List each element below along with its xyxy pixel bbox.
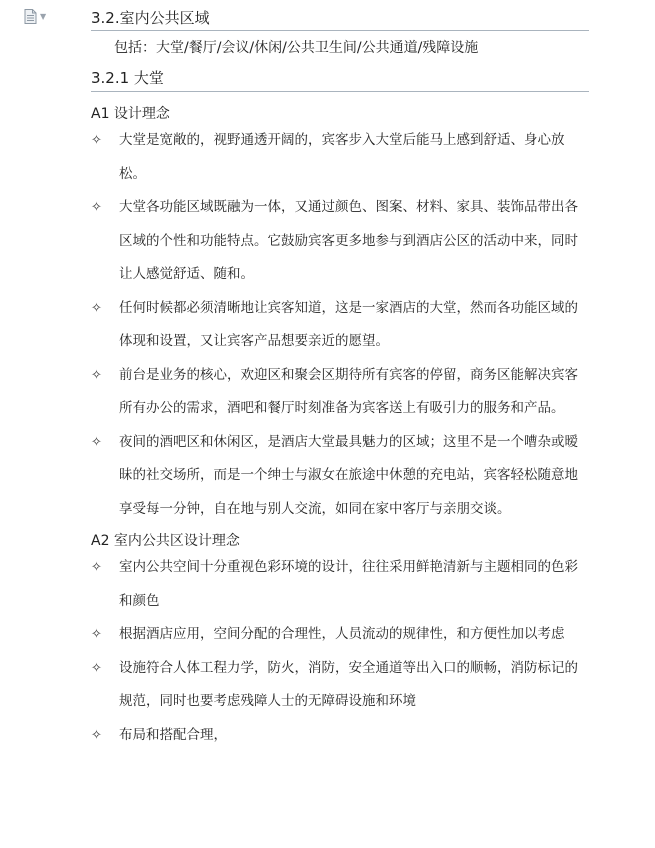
chevron-down-icon: ▼	[40, 11, 47, 21]
bullet-list-a1	[91, 124, 589, 526]
list-item: ✧ 室内公共空间十分重视色彩环境的设计，往往采用鲜艳清新与主题相同的色彩和颜色	[91, 551, 589, 618]
bullet-icon: ✧	[91, 660, 102, 676]
section-label-a2: A2 室内公共区设计理念	[91, 533, 240, 549]
bullet-icon: ✧	[91, 727, 102, 743]
bullet-icon: ✧	[91, 300, 102, 316]
document-body	[91, 0, 589, 752]
document-icon[interactable]	[24, 9, 46, 24]
list-item: ✧ 夜间的酒吧区和休闲区，是酒店大堂最具魅力的区域；这里不是一个嘈杂或暧昧的社交场所，而是一个绅士与淑女在旅途中休憩的充电站，宾客轻松随意地享受每一分钟，自在地与别人交流，如同在家中客厅与亲朋交谈。	[91, 426, 589, 527]
list-item: ✧ 设施符合人体工程力学，防火，消防，安全通道等出入口的顺畅，消防标记的规范，同时也要考虑残障人士的无障碍设施和环境	[91, 652, 589, 719]
list-item: ✧ 任何时候都必须清晰地让宾客知道，这是一家酒店的大堂，然而各功能区域的体现和设置，又让宾客产品想要亲近的愿望。	[91, 292, 589, 359]
heading-3-2: 3.2.室内公共区域	[91, 0, 589, 31]
section-label-a1: A1 设计理念	[91, 106, 170, 122]
list-item: ✧ 根据酒店应用，空间分配的合理性，人员流动的规律性，和方便性加以考虑	[91, 618, 589, 652]
bullet-icon: ✧	[91, 560, 102, 575]
bullet-icon: ✧	[91, 200, 102, 215]
list-item: ✧ 前台是业务的核心，欢迎区和聚会区期待所有宾客的停留，商务区能解决宾客所有办公的需求，酒吧和餐厅时刻准备为宾客送上有吸引力的服务和产品。	[91, 359, 589, 426]
bullet-icon: ✧	[91, 367, 102, 383]
bullet-icon: ✧	[91, 627, 102, 642]
list-item: ✧ 布局和搭配合理，	[91, 719, 589, 753]
bullet-icon: ✧	[91, 133, 102, 148]
list-item: ✧ 大堂各功能区域既融为一体，又通过颜色、图案、材料、家具、装饰品带出各区域的个性和功能特点。它鼓励宾客更多地参与到酒店公区的活动中来，同时让人感觉舒适、随和。	[91, 191, 589, 292]
bullet-list-a2	[91, 551, 589, 752]
heading-3-2-1: 3.2.1 大堂	[91, 69, 589, 92]
page-icon	[24, 9, 37, 24]
list-item: ✧ 大堂是宽敞的，视野通透开阔的，宾客步入大堂后能马上感到舒适、身心放松。	[91, 124, 589, 191]
bullet-icon: ✧	[91, 434, 102, 450]
includes-line: 包括：大堂/餐厅/会议/休闲/公共卫生间/公共通道/残障设施	[114, 40, 479, 56]
